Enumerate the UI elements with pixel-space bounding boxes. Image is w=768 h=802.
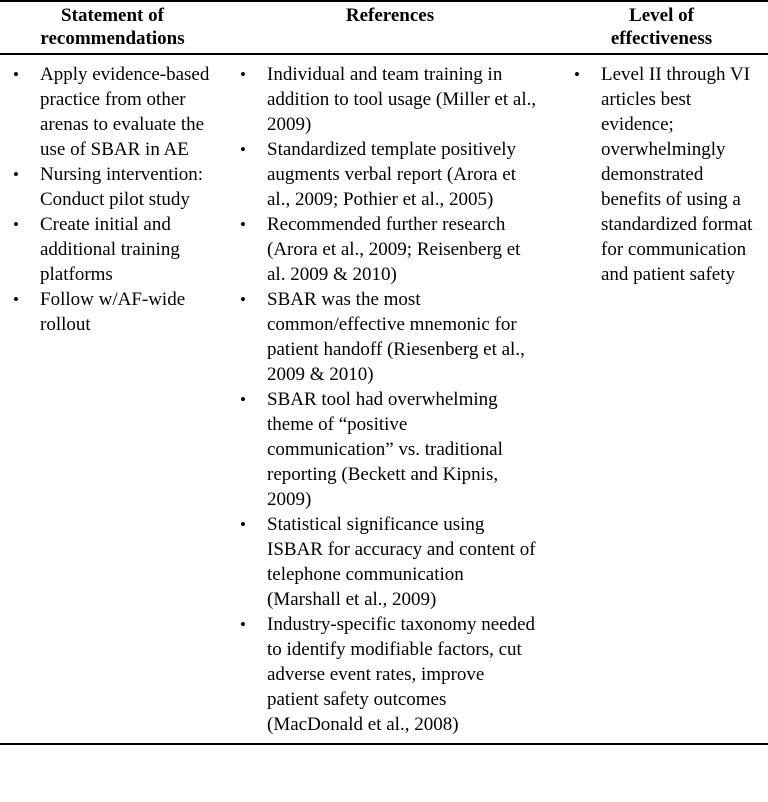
list-item: • Standardized template positively augments verbal report (Arora et al., 2009; Pothier et al., 2005) [240, 137, 537, 212]
list-item: • Individual and team training in addition to tool usage (Miller et al., 2009) [240, 62, 537, 137]
column-header-line: Statement of [61, 5, 164, 26]
list-item: • SBAR tool had overwhelming theme of “positive communication” vs. traditional reporting (Beckett and Kipnis, 2009) [240, 387, 537, 512]
list-item: • Level II through VI articles best evidence; overwhelmingly demonstrated benefits of using a standardized format for communication and patient safety [574, 62, 758, 287]
effectiveness-list [574, 62, 768, 287]
column-header-level-of-effectiveness [555, 2, 768, 53]
references-list [240, 62, 555, 737]
table-header-row [0, 2, 768, 55]
list-item: • Nursing intervention: Conduct pilot study [13, 162, 211, 212]
column-header-line: References [345, 5, 435, 26]
list-item: • Follow w/AF-wide rollout [13, 287, 211, 337]
cell-statement-of-recommendations [0, 55, 225, 743]
list-item: • Industry-specific taxonomy needed to identify modifiable factors, cut adverse event rates, improve patient safety outcomes (MacDonald et al., 2008) [240, 612, 537, 737]
column-header-line: recommendations [40, 28, 185, 49]
column-header-line: Level of [629, 5, 694, 26]
list-item: • Create initial and additional training platforms [13, 212, 211, 287]
list-item: • Apply evidence-based practice from other arenas to evaluate the use of SBAR in AE [13, 62, 211, 162]
cell-level-of-effectiveness [555, 55, 768, 743]
list-item: • Statistical significance using ISBAR for accuracy and content of telephone communication (Marshall et al., 2009) [240, 512, 537, 612]
column-header-line: effectiveness [610, 28, 713, 49]
table-body-row [0, 55, 768, 743]
recommendations-list [13, 62, 225, 337]
list-item: • Recommended further research (Arora et al., 2009; Reisenberg et al. 2009 & 2010) [240, 212, 537, 287]
cell-references [225, 55, 555, 743]
list-item: • SBAR was the most common/effective mnemonic for patient handoff (Riesenberg et al., 2009 & 2010) [240, 287, 537, 387]
column-header-statement-of-recommendations [0, 2, 225, 53]
column-header-references [225, 2, 555, 53]
